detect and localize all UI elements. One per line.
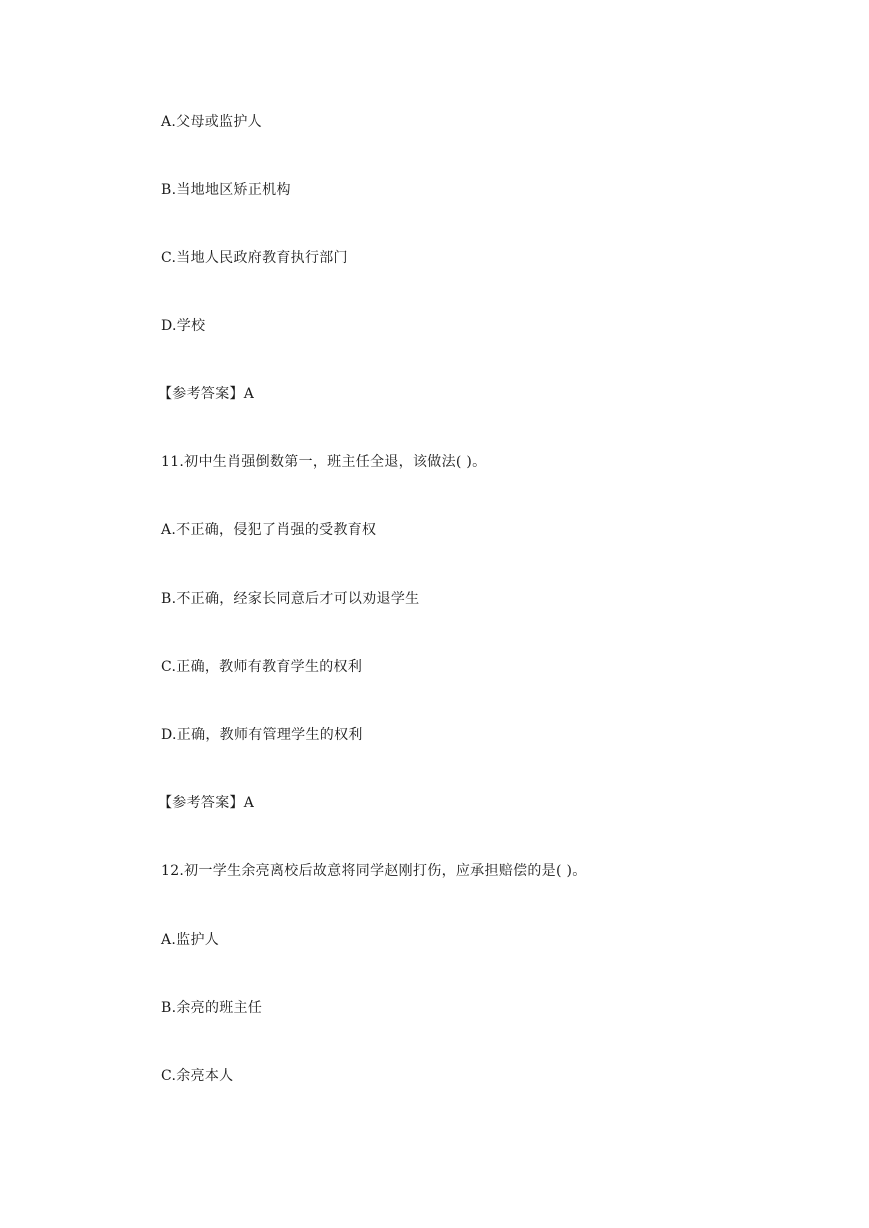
q10-option-b: B.当地地区矫正机构 [161,182,291,198]
q12-option-b: B.余亮的班主任 [161,1000,263,1016]
q11-option-d: D.正确，教师有管理学生的权利 [161,727,363,743]
q11-answer: 【参考答案】A [158,795,255,811]
q10-answer: 【参考答案】A [158,386,255,402]
q11-question: 11.初中生肖强倒数第一，班主任全退，该做法( )。 [161,454,487,470]
q12-option-c: C.余亮本人 [161,1068,234,1084]
q10-option-d: D.学校 [161,318,206,334]
q10-option-c: C.当地人民政府教育执行部门 [161,250,348,266]
q12-question: 12.初一学生余亮离校后故意将同学赵刚打伤，应承担赔偿的是( )。 [161,863,587,879]
q11-option-a: A.不正确，侵犯了肖强的受教育权 [161,522,377,538]
q11-option-b: B.不正确，经家长同意后才可以劝退学生 [161,591,420,607]
q12-option-a: A.监护人 [161,932,220,948]
q10-option-a: A.父母或监护人 [161,114,262,130]
q11-option-c: C.正确，教师有教育学生的权利 [161,659,363,675]
